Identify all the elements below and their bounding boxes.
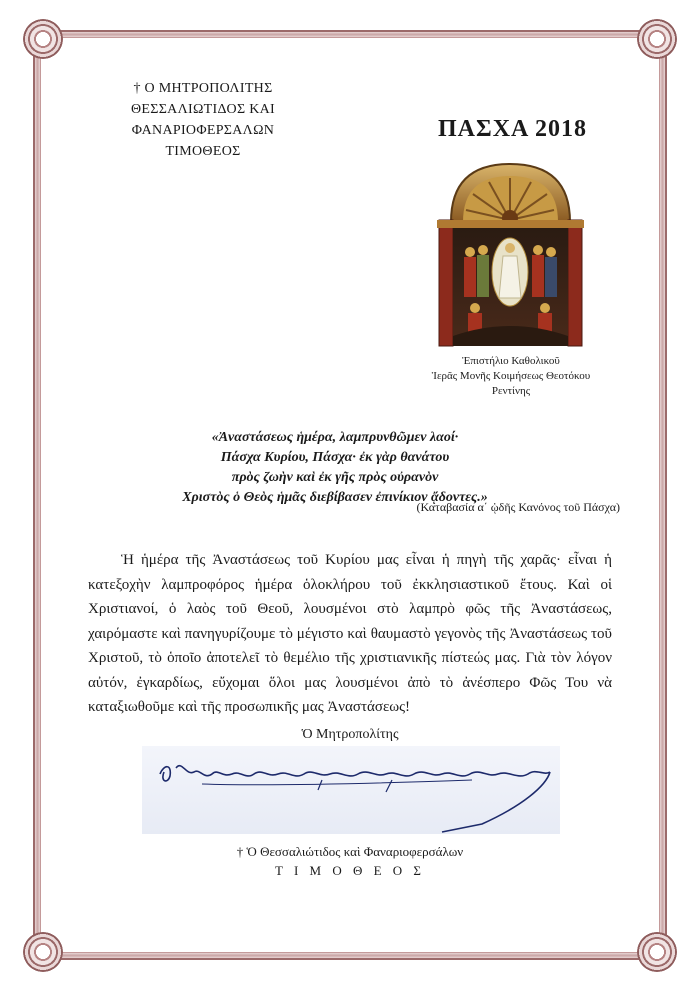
header-line-3: ΤΙΜΟΘΕΟΣ [165,144,241,159]
border-band-left [35,50,40,940]
signatory-block [140,842,560,880]
hymn-line-2: Πάσχα Κυρίου, Πάσχα· ἐκ γὰρ θανάτου [220,450,450,465]
document-title: ΠΑΣΧΑ 2018 [438,116,588,142]
sender-header [78,78,328,162]
hymn-line-3: πρὸς ζωὴν καὶ ἐκ γῆς πρὸς οὐρανὸν [231,470,439,485]
icon-caption-line-2: Ἱερᾶς Μονῆς Κοιμήσεως Θεοτόκου [431,370,591,382]
hymn-line-1: «Ἀναστάσεως ἡμέρα, λαμπρυνθῶμεν λαοί· [211,430,459,445]
corner-ornament-bottom-left [23,932,63,972]
icon-caption-line-1: Ἐπιστήλιο Καθολικοῦ [462,355,560,367]
header-line-1: † Ο ΜΗΤΡΟΠΟΛΙΤΗΣ [133,81,273,96]
signatory-name: Τ Ι Μ Ο Θ Ε Ο Σ [274,863,426,878]
border-band-top [52,32,648,37]
hymn-source: (Καταβασία α΄ ᾠδῆς Κανόνος τοῦ Πάσχα) [416,500,620,514]
corner-ornament-bottom-right [637,932,677,972]
icon-caption-line-3: Ρεντίνης [491,385,531,397]
hymn-line-4: Χριστὸς ὁ Θεὸς ἡμᾶς διεβίβασεν ἐπινίκιον ᾄδοντες.» [182,490,488,505]
handwritten-signature [142,746,560,834]
corner-ornament-top-right [637,19,677,59]
hymn-quote [110,428,560,508]
message-paragraph: Ἡ ἡμέρα τῆς Ἀναστάσεως τοῦ Κυρίου μας εἶναι ἡ πηγὴ τῆς χαρᾶς· εἶναι ἡ κατεξοχὴν λαμπροφόρος ἡμέρα ὁλοκλήρου τοῦ ἐκκλησιαστικοῦ ἔτους. Καὶ οἱ Χριστιανοί, ὁ λαὸς τοῦ Θεοῦ, λουσμένοι στὸ λαμπρὸ φῶς τῆς Ἀναστάσεως, χαιρόμαστε καὶ πανηγυρίζουμε τὸ μέγιστο καὶ θαυμαστὸ γεγονὸς τῆς Ἀναστάσεως τοῦ Χριστοῦ, τὸ ὁποῖο ἀποτελεῖ τὸ θεμέλιο τῆς χριστιανικῆς πίστεώς μας. Γιὰ τὸν λόγον αὐτόν, ἐγκαρδίως, εὔχομαι ὅλοι μας λουσμένοι ἀπὸ τὸ ἀνέσπερο Φῶς Του νὰ καταξιωθοῦμε καὶ τῆς προσωπικῆς μας Ἀναστάσεως! [88,552,612,715]
corner-ornament-top-left [23,19,63,59]
border-band-bottom [52,953,648,958]
resurrection-icon-image [437,160,584,350]
closing-title: Ὁ Μητροπολίτης [301,727,399,742]
header-line-2: ΘΕΣΣΑΛΙΩΤΙΔΟΣ ΚΑΙ ΦΑΝΑΡΙΟΦΕΡΣΑΛΩΝ [131,102,275,138]
border-band-right [660,50,665,940]
signatory-title: † Ὁ Θεσσαλιώτιδος καὶ Φαναριοφερσάλων [236,844,464,859]
icon-caption [396,354,626,399]
